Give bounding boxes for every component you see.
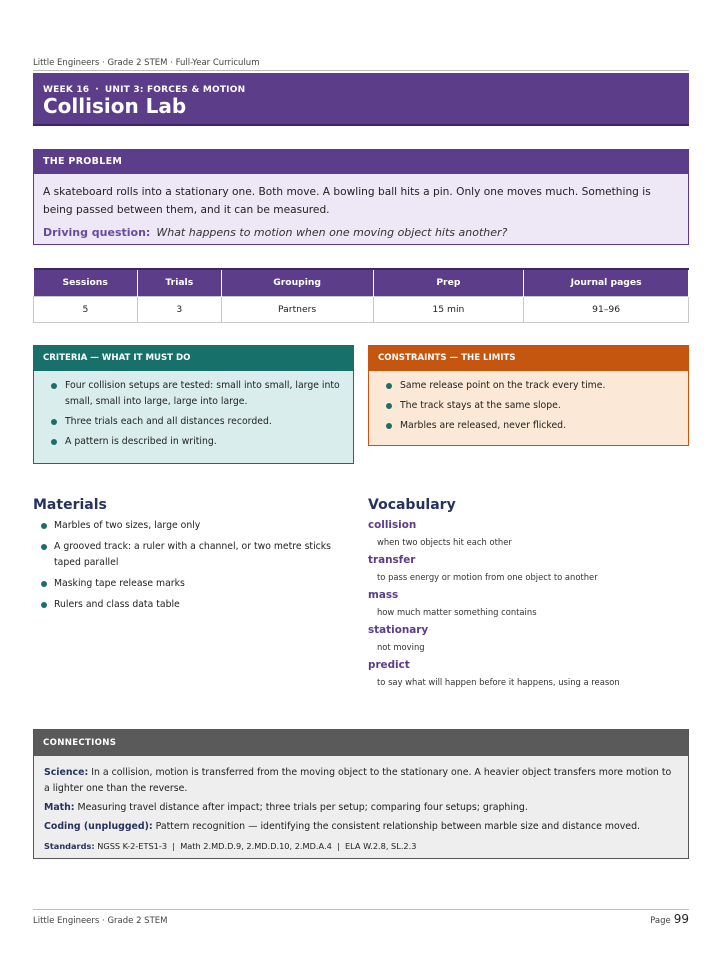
- criteria-box: [33, 345, 354, 464]
- facts-table: [33, 268, 689, 323]
- problem-text: A skateboard rolls into a stationary one. Both move. A bowling ball hits a pin. Only one moves much. Something is being passed between them, and it can be measured.: [43, 186, 651, 216]
- facts-header-journal-pages: Journal pages: [524, 269, 689, 296]
- list-item: Marbles are released, never flicked.: [386, 418, 678, 434]
- vocab-definition: to say what will happen before it happens, using a reason: [377, 677, 620, 687]
- standards-line: [44, 838, 678, 854]
- page-title: Collision Lab: [43, 94, 187, 118]
- problem-box: [33, 149, 689, 245]
- connections-body: [34, 756, 688, 854]
- vocab-term: transfer: [368, 554, 416, 566]
- unit-label: UNIT 3: FORCES & MOTION: [104, 85, 246, 95]
- vocab-term: mass: [368, 589, 399, 601]
- facts-header-row: [34, 269, 689, 296]
- footer-rule: [33, 909, 689, 910]
- list-item: Four collision setups are tested: small into small, large into small, small into large, large into large.: [51, 378, 343, 410]
- coding-label: Coding (unplugged):: [44, 821, 153, 832]
- connections-heading: CONNECTIONS: [34, 730, 688, 756]
- vocab-definition: when two objects hit each other: [377, 537, 512, 547]
- materials-heading: Materials: [33, 497, 107, 513]
- constraints-box: [368, 345, 689, 446]
- list-item: Rulers and class data table: [41, 597, 343, 613]
- vocab-definition: to pass energy or motion from one object to another: [377, 572, 598, 582]
- page-number-block: [650, 912, 689, 926]
- science-connection: [44, 765, 678, 797]
- standards-text: NGSS K-2-ETS1-3 | Math 2.MD.D.9, 2.MD.D.10, 2.MD.A.4 | ELA W.2.8, SL.2.3: [97, 841, 417, 851]
- week-label: WEEK 16: [43, 85, 90, 95]
- list-item: A pattern is described in writing.: [51, 434, 343, 450]
- list-item: Same release point on the track every time.: [386, 378, 678, 394]
- materials-list: [33, 518, 343, 613]
- footer-title: Little Engineers · Grade 2 STEM: [33, 916, 168, 926]
- coding-connection: [44, 819, 678, 835]
- connections-box: [33, 729, 689, 859]
- facts-value-prep: 15 min: [373, 296, 524, 322]
- page-number: 99: [673, 912, 689, 926]
- list-item: Three trials each and all distances recorded.: [51, 414, 343, 430]
- facts-header-grouping: Grouping: [221, 269, 373, 296]
- standards-label: Standards:: [44, 841, 95, 851]
- title-block: [33, 73, 689, 126]
- vocab-definition: how much matter something contains: [377, 607, 537, 617]
- kicker-separator: ·: [95, 85, 99, 95]
- math-label: Math:: [44, 802, 75, 813]
- science-label: Science:: [44, 767, 89, 778]
- vocab-definition: not moving: [377, 642, 425, 652]
- facts-value-sessions: 5: [34, 296, 138, 322]
- running-head: Little Engineers · Grade 2 STEM · Full-Year Curriculum: [33, 58, 260, 68]
- problem-body: [34, 174, 688, 242]
- driving-question-text: What happens to motion when one moving object hits another?: [156, 226, 508, 239]
- facts-value-row: [34, 296, 689, 322]
- facts-value-grouping: Partners: [221, 296, 373, 322]
- facts-header-sessions: Sessions: [34, 269, 138, 296]
- science-text: In a collision, motion is transferred from the moving object to the stationary one. A heavier object transfers more motion to a lighter one than the reverse.: [44, 767, 672, 794]
- coding-text: Pattern recognition — identifying the consistent relationship between marble size and distance moved.: [155, 821, 640, 832]
- math-text: Measuring travel distance after impact; three trials per setup; comparing four setups; graphing.: [77, 802, 528, 813]
- page-label: Page: [650, 916, 671, 926]
- list-item: A grooved track: a ruler with a channel, or two metre sticks taped parallel: [41, 539, 343, 571]
- constraints-heading: CONSTRAINTS — THE LIMITS: [369, 346, 688, 371]
- facts-value-journal-pages: 91–96: [524, 296, 689, 322]
- vocab-term: collision: [368, 519, 417, 531]
- constraints-list: [369, 371, 688, 444]
- math-connection: [44, 800, 678, 816]
- driving-question-label: Driving question:: [43, 226, 151, 239]
- materials-section: [33, 497, 343, 618]
- criteria-heading: CRITERIA — WHAT IT MUST DO: [34, 346, 353, 371]
- problem-heading: THE PROBLEM: [34, 150, 688, 174]
- vocabulary-section: [368, 497, 689, 688]
- facts-value-trials: 3: [137, 296, 221, 322]
- list-item: Masking tape release marks: [41, 576, 343, 592]
- vocabulary-heading: Vocabulary: [368, 497, 456, 513]
- driving-question: [43, 224, 679, 242]
- list-item: Marbles of two sizes, large only: [41, 518, 343, 534]
- header-rule: [33, 70, 689, 71]
- vocab-term: predict: [368, 659, 410, 671]
- facts-header-trials: Trials: [137, 269, 221, 296]
- facts-header-prep: Prep: [373, 269, 524, 296]
- list-item: The track stays at the same slope.: [386, 398, 678, 414]
- criteria-list: [34, 371, 353, 460]
- vocab-term: stationary: [368, 624, 429, 636]
